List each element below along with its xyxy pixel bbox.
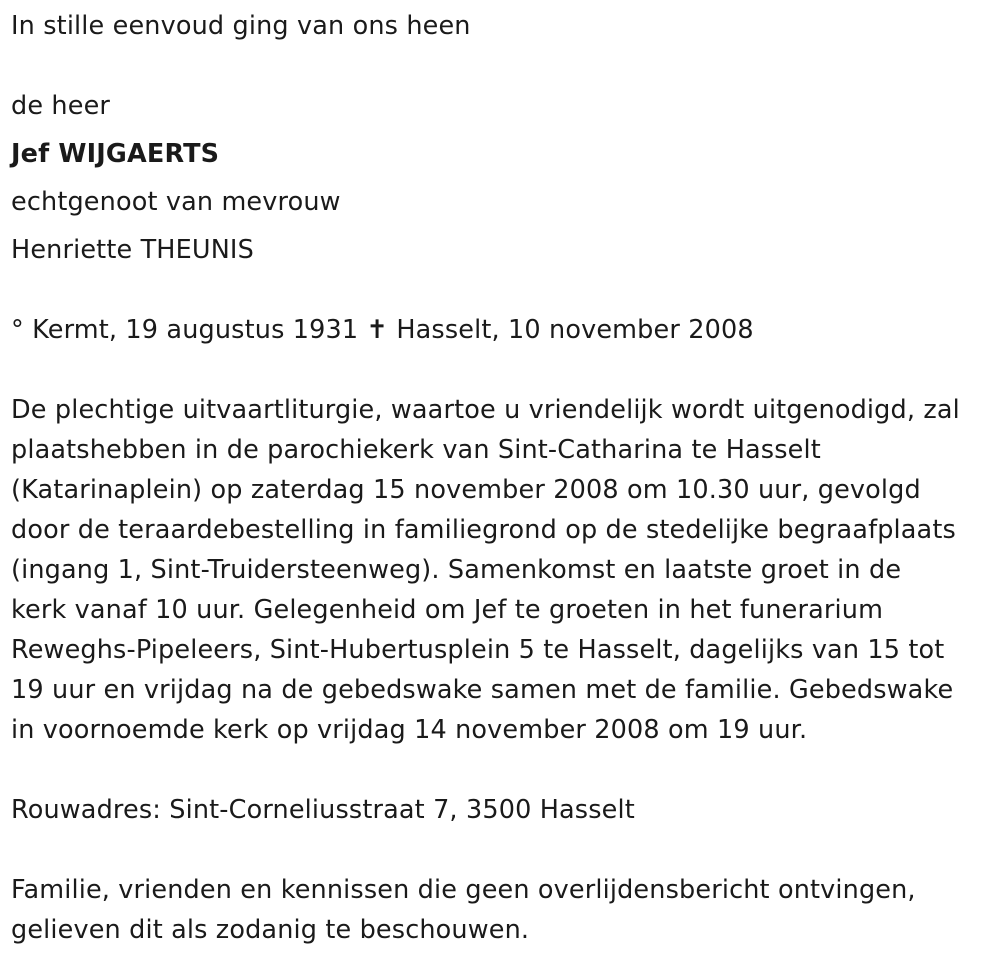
- death-info: Hasselt, 10 november 2008: [396, 315, 754, 345]
- closing-line: Familie, vrienden en kennissen die geen overlijdensbericht ontvingen,: [11, 875, 916, 905]
- birth-info: ° Kermt, 19 augustus 1931: [11, 315, 359, 345]
- ceremony-line: 19 uur en vrijdag na de gebedswake samen met de familie. Gebedswake: [11, 675, 954, 705]
- ceremony-line: (Katarinaplein) op zaterdag 15 november 2008 om 10.30 uur, gevolgd: [11, 475, 921, 505]
- mourning-address: Rouwadres: Sint-Corneliusstraat 7, 3500 Hasselt: [11, 795, 635, 825]
- ceremony-line: plaatshebben in de parochiekerk van Sint-Catharina te Hasselt: [11, 435, 821, 465]
- closing-line: gelieven dit als zodanig te beschouwen.: [11, 915, 530, 945]
- ceremony-line: Reweghs-Pipeleers, Sint-Hubertusplein 5 te Hasselt, dagelijks van 15 tot: [11, 635, 945, 665]
- cross-icon: ✝: [366, 315, 389, 345]
- ceremony-line: kerk vanaf 10 uur. Gelegenheid om Jef te groeten in het funerarium: [11, 595, 884, 625]
- ceremony-line: (ingang 1, Sint-Truidersteenweg). Samenkomst en laatste groet in de: [11, 555, 902, 585]
- title-prefix: de heer: [11, 91, 111, 121]
- ceremony-line: De plechtige uitvaartliturgie, waartoe u vriendelijk wordt uitgenodigd, zal: [11, 395, 960, 425]
- deceased-name: Jef WIJGAERTS: [11, 139, 220, 169]
- spouse-name: Henriette THEUNIS: [11, 235, 254, 265]
- intro-line: In stille eenvoud ging van ons heen: [11, 11, 471, 41]
- dates-line: [11, 310, 754, 350]
- spouse-intro: echtgenoot van mevrouw: [11, 187, 341, 217]
- ceremony-line: in voornoemde kerk op vrijdag 14 november 2008 om 19 uur.: [11, 715, 808, 745]
- ceremony-line: door de teraardebestelling in familiegrond op de stedelijke begraafplaats: [11, 515, 956, 545]
